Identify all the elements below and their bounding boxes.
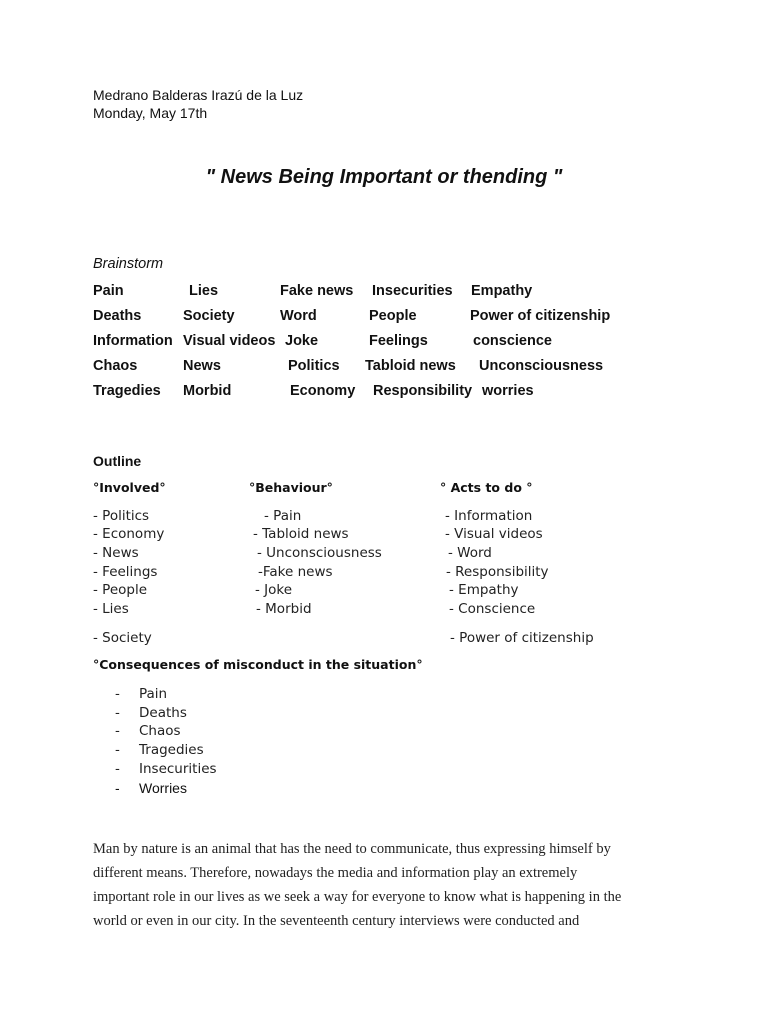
consequence-dash: - [115,780,120,796]
consequence-dash: - [115,686,120,702]
brainstorm-word: Lies [189,283,219,299]
brainstorm-word: Deaths [93,308,142,324]
brainstorm-word: conscience [473,333,552,349]
paragraph-line: different means. Therefore, nowadays the media and information play an extremely [93,865,578,881]
brainstorm-word: People [369,308,417,324]
brainstorm-word: worries [482,383,534,399]
document-date: Monday, May 17th [93,105,208,121]
outline-item-acts: - Conscience [449,601,536,617]
outline-column-behaviour: °Behaviour° [249,480,333,495]
brainstorm-word: Chaos [93,358,138,374]
outline-item-behaviour: - Joke [255,582,293,598]
outline-item-involved: - Economy [93,526,165,542]
brainstorm-word: Joke [285,333,319,349]
consequence-item: Deaths [139,705,187,721]
brainstorm-word: Politics [288,358,340,374]
brainstorm-word: Economy [290,383,356,399]
brainstorm-word: Morbid [183,383,232,399]
consequence-item: Pain [139,686,168,702]
brainstorm-word: Word [280,308,317,324]
brainstorm-word: Unconsciousness [479,358,604,374]
brainstorm-word: Power of citizenship [470,308,611,324]
outline-column-acts: ° Acts to do ° [440,480,533,495]
outline-item-involved: - Lies [93,601,129,617]
consequence-item: Insecurities [139,761,217,777]
outline-item-behaviour: - Morbid [256,601,312,617]
consequence-item: Worries [139,780,187,796]
brainstorm-word: Information [93,333,173,349]
brainstorm-word: News [183,358,221,374]
outline-heading: Outline [93,453,142,469]
consequence-item: Chaos [139,723,181,739]
paragraph-line: world or even in our city. In the seventeenth century interviews were conducted and [93,913,580,929]
brainstorm-word: Tragedies [93,383,161,399]
outline-column-involved: °Involved° [93,480,166,495]
consequences-heading: °Consequences of misconduct in the situation° [93,657,423,672]
outline-item-behaviour: - Pain [264,508,302,524]
outline-item-acts: - Word [448,545,492,561]
outline-item-involved: - Politics [93,508,150,524]
brainstorm-word: Insecurities [372,283,453,299]
brainstorm-word: Responsibility [373,383,473,399]
consequence-dash: - [115,705,120,721]
brainstorm-word: Visual videos [183,333,276,349]
outline-item-behaviour: - Tabloid news [253,526,349,542]
author-name: Medrano Balderas Irazú de la Luz [93,87,304,103]
brainstorm-word: Society [183,308,235,324]
outline-item-involved: - Feelings [93,564,158,580]
outline-item-acts: - Empathy [449,582,519,598]
document-title: " News Being Important or thending " [205,166,563,188]
paragraph-line: Man by nature is an animal that has the need to communicate, thus expressing himself by [93,841,611,857]
outline-item-acts: - Power of citizenship [450,630,594,646]
consequence-dash: - [115,761,120,777]
consequence-item: Tragedies [139,742,204,758]
brainstorm-heading: Brainstorm [93,256,164,272]
outline-item-involved: - News [93,545,139,561]
outline-item-acts: - Information [445,508,533,524]
outline-item-involved: - Society [93,630,152,646]
outline-item-behaviour: - Unconsciousness [257,545,382,561]
brainstorm-word: Pain [93,283,124,299]
outline-item-behaviour: -Fake news [258,564,333,580]
brainstorm-word: Empathy [471,283,533,299]
outline-item-acts: - Visual videos [445,526,543,542]
consequence-dash: - [115,723,120,739]
consequence-dash: - [115,742,120,758]
outline-item-acts: - Responsibility [446,564,549,580]
outline-item-involved: - People [93,582,148,598]
paragraph-line: important role in our lives as we seek a way for everyone to know what is happening in the [93,889,622,905]
brainstorm-word: Tabloid news [365,358,456,374]
brainstorm-word: Fake news [280,283,354,299]
brainstorm-word: Feelings [369,333,428,349]
